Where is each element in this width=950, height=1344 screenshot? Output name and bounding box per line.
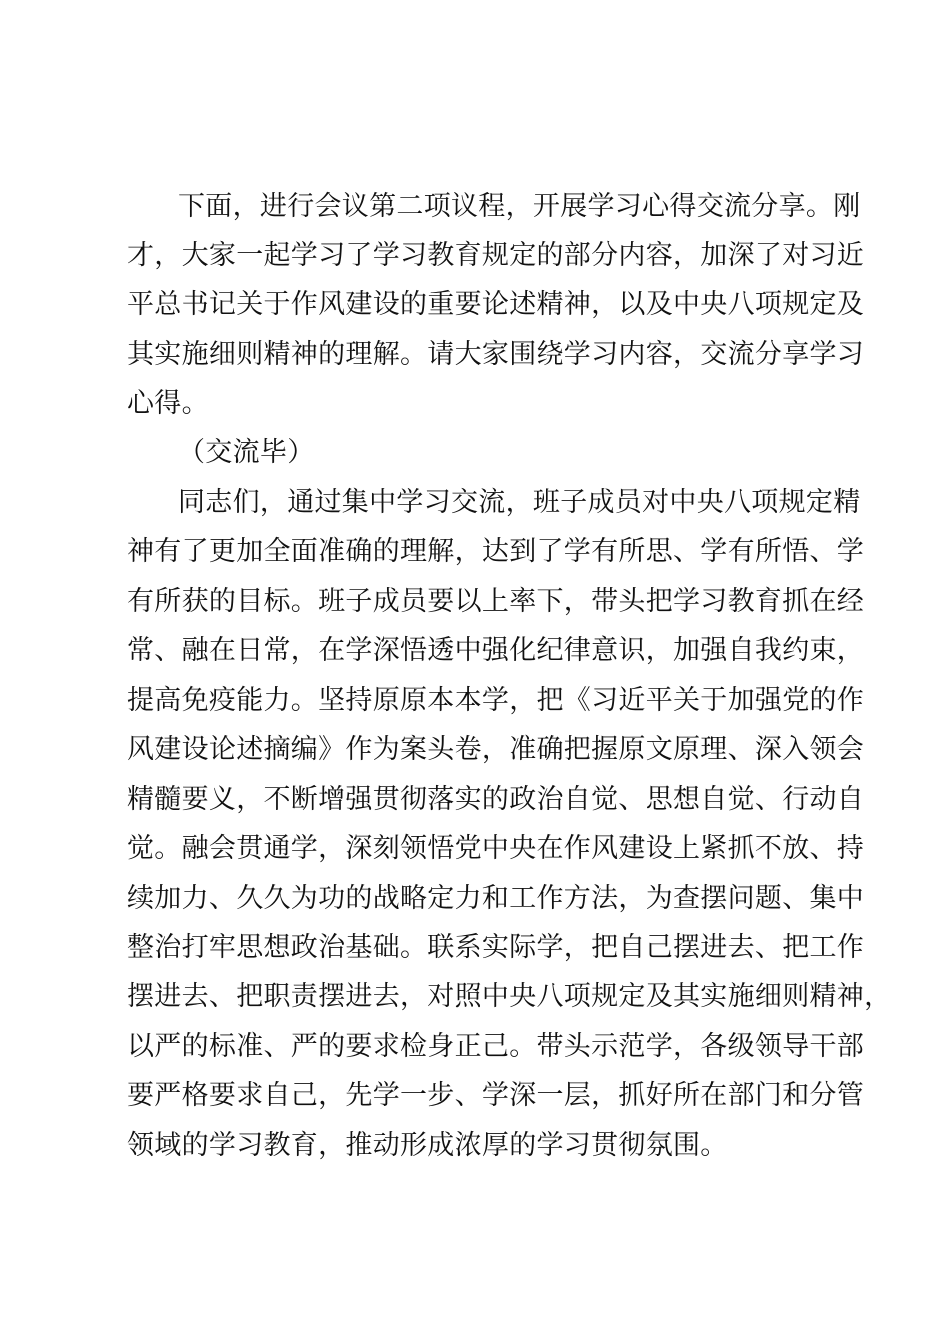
text-line: 常、融在日常，在学深悟透中强化纪律意识，加强自我约束， — [127, 635, 865, 666]
text-line: 续加力、久久为功的战略定力和工作方法，为查摆问题、集中 — [127, 883, 865, 914]
text-line: 领域的学习教育，推动形成浓厚的学习贯彻氛围。 — [127, 1130, 728, 1161]
text-line: 提高免疫能力。坚持原原本本学，把《习近平关于加强党的作 — [127, 685, 865, 716]
text-line: 整治打牢思想政治基础。联系实际学，把自己摆进去、把工作 — [127, 932, 865, 963]
text-line: （交流毕） — [178, 437, 315, 468]
text-line: 平总书记关于作风建设的重要论述精神，以及中央八项规定及 — [127, 289, 865, 320]
text-line: 觉。融会贯通学，深刻领悟党中央在作风建设上紧抓不放、持 — [127, 833, 865, 864]
text-line: 才，大家一起学习了学习教育规定的部分内容，加深了对习近 — [127, 240, 865, 271]
text-line: 心得。 — [127, 388, 209, 419]
text-line: 要严格要求自己，先学一步、学深一层，抓好所在部门和分管 — [127, 1080, 865, 1111]
text-line: 风建设论述摘编》作为案头卷，准确把握原文原理、深入领会 — [127, 734, 865, 765]
text-line: 其实施细则精神的理解。请大家围绕学习内容，交流分享学习 — [127, 339, 865, 370]
text-line: 精髓要义，不断增强贯彻落实的政治自觉、思想自觉、行动自 — [127, 784, 865, 815]
text-line: 同志们，通过集中学习交流，班子成员对中央八项规定精 — [178, 487, 861, 518]
text-line: 有所获的目标。班子成员要以上率下，带头把学习教育抓在经 — [127, 586, 865, 617]
text-line: 神有了更加全面准确的理解，达到了学有所思、学有所悟、学 — [127, 536, 865, 567]
text-line: 下面，进行会议第二项议程，开展学习心得交流分享。刚 — [178, 191, 861, 222]
text-line: 以严的标准、严的要求检身正己。带头示范学，各级领导干部 — [127, 1031, 865, 1062]
text-line: 摆进去、把职责摆进去，对照中央八项规定及其实施细则精神， — [127, 981, 892, 1012]
